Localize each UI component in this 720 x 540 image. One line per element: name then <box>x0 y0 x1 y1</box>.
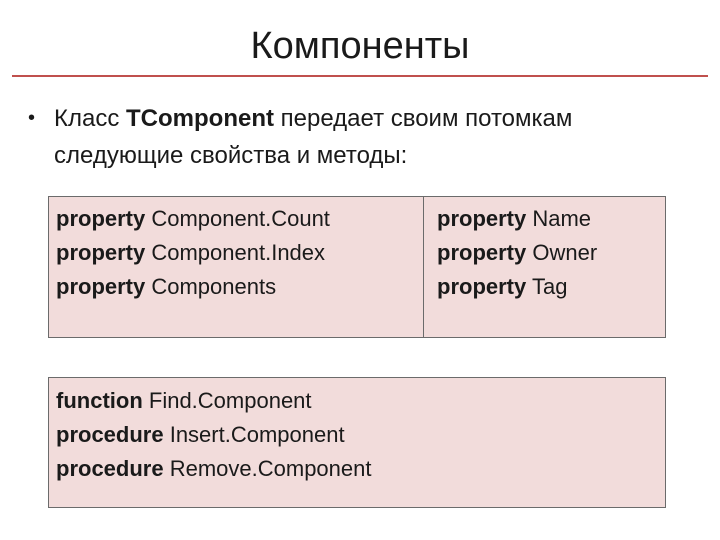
method-line <box>56 452 371 486</box>
method-line <box>56 384 371 418</box>
property-line <box>437 202 597 236</box>
member-name: Owner <box>526 240 598 265</box>
member-name: Remove.Component <box>163 456 372 481</box>
slide-title: Компоненты <box>250 25 470 67</box>
properties-left-column <box>56 202 330 304</box>
property-line <box>56 270 330 304</box>
methods-table <box>48 377 666 508</box>
class-name: TComponent <box>126 105 274 132</box>
member-name: Component.Count <box>145 206 330 231</box>
bullet-dot-icon: • <box>28 107 36 129</box>
member-name: Components <box>145 274 277 299</box>
title-divider <box>12 75 708 77</box>
properties-table <box>48 196 666 338</box>
property-line <box>437 236 597 270</box>
properties-right-column <box>437 202 597 304</box>
bullet-line-2: следующие свойства и методы: <box>54 142 408 169</box>
method-line <box>56 418 371 452</box>
keyword: property <box>437 240 527 265</box>
member-name: Insert.Component <box>163 422 345 447</box>
keyword: property <box>56 274 146 299</box>
keyword: procedure <box>56 422 164 447</box>
property-line <box>56 236 330 270</box>
bullet-text <box>54 100 694 174</box>
property-line <box>56 202 330 236</box>
member-name: Name <box>526 206 592 231</box>
keyword: function <box>56 388 143 413</box>
property-line <box>437 270 597 304</box>
member-name: Find.Component <box>142 388 312 413</box>
member-name: Tag <box>526 274 568 299</box>
member-name: Component.Index <box>145 240 326 265</box>
bullet-suffix: передает своим потомкам <box>273 105 573 132</box>
keyword: property <box>56 240 146 265</box>
keyword: property <box>437 274 527 299</box>
methods-column <box>56 384 371 486</box>
bullet-prefix: Класс <box>54 105 126 132</box>
keyword: procedure <box>56 456 164 481</box>
column-divider <box>423 197 424 337</box>
keyword: property <box>56 206 146 231</box>
keyword: property <box>437 206 527 231</box>
